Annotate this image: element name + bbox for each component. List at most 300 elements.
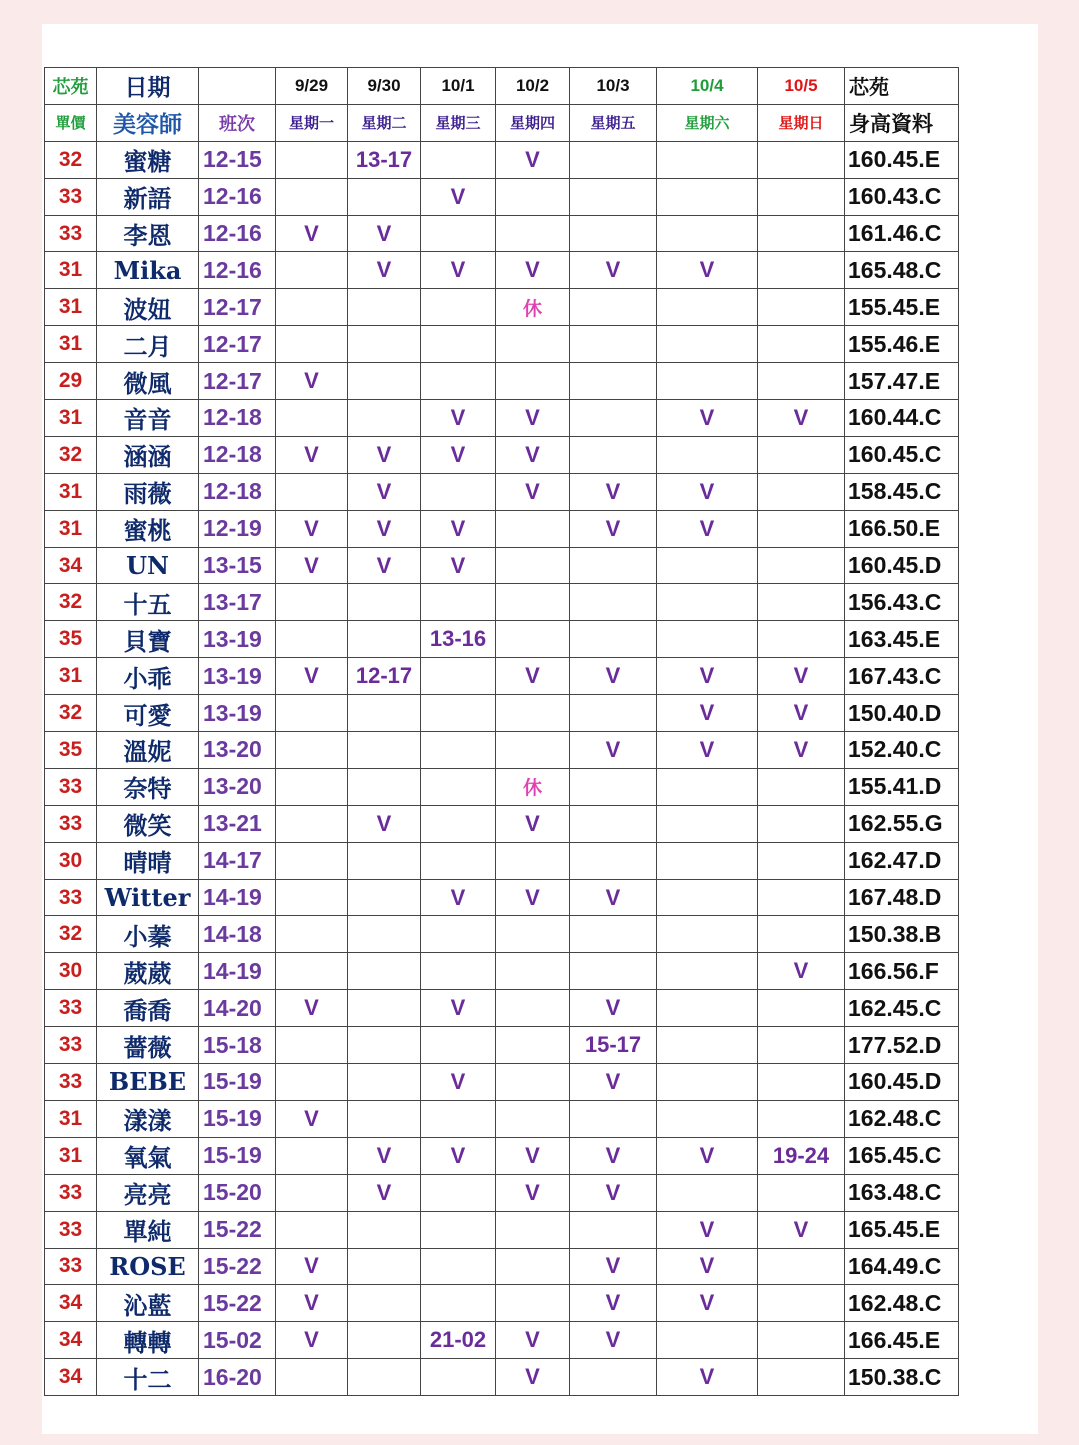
day-cell-5 — [657, 916, 758, 953]
day-cell-1 — [348, 1359, 421, 1396]
day-cell-2: V — [421, 1137, 496, 1174]
day-cell-6 — [758, 436, 845, 473]
unit-price-cell: 31 — [45, 1137, 97, 1174]
day-cell-3: V — [496, 1174, 570, 1211]
day-cell-0 — [276, 400, 348, 437]
day-cell-3: 休 — [496, 768, 570, 805]
day-cell-1 — [348, 400, 421, 437]
day-cell-5: V — [657, 1285, 758, 1322]
day-cell-3: V — [496, 805, 570, 842]
unit-price-cell: 32 — [45, 584, 97, 621]
day-cell-2 — [421, 916, 496, 953]
day-cell-5 — [657, 436, 758, 473]
day-cell-5: V — [657, 252, 758, 289]
day-cell-5: V — [657, 400, 758, 437]
beautician-name-cell: 蜜桃 — [97, 510, 199, 547]
day-cell-3 — [496, 1064, 570, 1101]
unit-price-cell: 31 — [45, 289, 97, 326]
day-cell-3 — [496, 695, 570, 732]
unit-price-cell: 33 — [45, 1211, 97, 1248]
height-cell: 156.43.C — [845, 584, 959, 621]
shift-cell: 15-19 — [199, 1137, 276, 1174]
day-cell-0 — [276, 584, 348, 621]
day-cell-0 — [276, 953, 348, 990]
height-cell: 152.40.C — [845, 732, 959, 769]
unit-price-cell: 31 — [45, 326, 97, 363]
table-row — [45, 363, 959, 400]
day-cell-4 — [570, 695, 657, 732]
day-cell-6 — [758, 1359, 845, 1396]
table-row — [45, 842, 959, 879]
day-cell-4 — [570, 916, 657, 953]
day-cell-0 — [276, 326, 348, 363]
day-cell-5 — [657, 141, 758, 178]
day-cell-1 — [348, 326, 421, 363]
day-cell-0: V — [276, 1248, 348, 1285]
weekday-4: 星期五 — [570, 104, 657, 141]
day-cell-6 — [758, 289, 845, 326]
shift-cell: 14-17 — [199, 842, 276, 879]
day-cell-2: V — [421, 1064, 496, 1101]
day-cell-4 — [570, 363, 657, 400]
day-cell-3 — [496, 363, 570, 400]
day-cell-0: V — [276, 658, 348, 695]
unit-price-cell: 33 — [45, 1027, 97, 1064]
day-cell-6 — [758, 363, 845, 400]
day-cell-1: V — [348, 436, 421, 473]
day-cell-2 — [421, 953, 496, 990]
beautician-name-cell: 葳葳 — [97, 953, 199, 990]
day-cell-3: V — [496, 400, 570, 437]
beautician-name-cell: 涵涵 — [97, 436, 199, 473]
day-cell-1: 13-17 — [348, 141, 421, 178]
shift-cell: 15-22 — [199, 1248, 276, 1285]
day-cell-0: V — [276, 510, 348, 547]
unit-price-cell: 31 — [45, 658, 97, 695]
day-cell-0 — [276, 252, 348, 289]
day-cell-3: V — [496, 252, 570, 289]
date-0: 9/29 — [276, 68, 348, 105]
table-row — [45, 1100, 959, 1137]
shift-cell: 12-17 — [199, 326, 276, 363]
table-row — [45, 879, 959, 916]
day-cell-5: V — [657, 1359, 758, 1396]
weekday-5: 星期六 — [657, 104, 758, 141]
day-cell-0 — [276, 473, 348, 510]
day-cell-6 — [758, 547, 845, 584]
day-cell-1 — [348, 732, 421, 769]
shift-cell: 13-15 — [199, 547, 276, 584]
table-row — [45, 1064, 959, 1101]
day-cell-3 — [496, 1285, 570, 1322]
date-1: 9/30 — [348, 68, 421, 105]
day-cell-4 — [570, 141, 657, 178]
beautician-name-cell: 二月 — [97, 326, 199, 363]
beautician-name-cell: 溫妮 — [97, 732, 199, 769]
beautician-name-cell: 十五 — [97, 584, 199, 621]
day-cell-2 — [421, 326, 496, 363]
beautician-name-cell: 轉轉 — [97, 1322, 199, 1359]
day-cell-2 — [421, 695, 496, 732]
day-cell-4: V — [570, 1137, 657, 1174]
beautician-name-cell: UN — [97, 547, 199, 584]
day-cell-6 — [758, 252, 845, 289]
day-cell-5: V — [657, 732, 758, 769]
day-cell-2 — [421, 805, 496, 842]
day-cell-0 — [276, 1027, 348, 1064]
day-cell-2: V — [421, 400, 496, 437]
day-cell-0 — [276, 916, 348, 953]
day-cell-6: V — [758, 732, 845, 769]
day-cell-5: V — [657, 1137, 758, 1174]
height-cell: 155.41.D — [845, 768, 959, 805]
unit-price-cell: 34 — [45, 1322, 97, 1359]
beautician-name-cell: 可愛 — [97, 695, 199, 732]
beautician-name-cell: 小蓁 — [97, 916, 199, 953]
unit-price-cell: 33 — [45, 1248, 97, 1285]
day-cell-2: V — [421, 252, 496, 289]
day-cell-4: V — [570, 658, 657, 695]
day-cell-5: V — [657, 1248, 758, 1285]
day-cell-1 — [348, 1322, 421, 1359]
day-cell-5 — [657, 547, 758, 584]
unit-price-cell: 31 — [45, 1100, 97, 1137]
height-cell: 160.45.C — [845, 436, 959, 473]
day-cell-3: V — [496, 658, 570, 695]
day-cell-2: 13-16 — [421, 621, 496, 658]
day-cell-4 — [570, 805, 657, 842]
day-cell-6 — [758, 1100, 845, 1137]
day-cell-1 — [348, 916, 421, 953]
day-cell-6 — [758, 1322, 845, 1359]
day-cell-3: V — [496, 1359, 570, 1396]
date-6: 10/5 — [758, 68, 845, 105]
height-cell: 162.48.C — [845, 1285, 959, 1322]
shift-cell: 12-15 — [199, 141, 276, 178]
beautician-name-cell: 漾漾 — [97, 1100, 199, 1137]
day-cell-3 — [496, 178, 570, 215]
day-cell-3 — [496, 215, 570, 252]
day-cell-2 — [421, 1211, 496, 1248]
day-cell-2 — [421, 1248, 496, 1285]
day-cell-3 — [496, 953, 570, 990]
day-cell-1 — [348, 178, 421, 215]
shift-cell: 12-19 — [199, 510, 276, 547]
table-row — [45, 141, 959, 178]
day-cell-4: V — [570, 510, 657, 547]
shift-cell: 15-19 — [199, 1100, 276, 1137]
day-cell-1: V — [348, 1137, 421, 1174]
day-cell-3 — [496, 621, 570, 658]
height-cell: 163.45.E — [845, 621, 959, 658]
day-cell-0: V — [276, 990, 348, 1027]
table-row — [45, 1322, 959, 1359]
day-cell-2: V — [421, 879, 496, 916]
table-row — [45, 805, 959, 842]
beautician-name-cell: ROSE — [97, 1248, 199, 1285]
day-cell-4: 15-17 — [570, 1027, 657, 1064]
day-cell-6 — [758, 805, 845, 842]
height-cell: 166.50.E — [845, 510, 959, 547]
schedule-table — [44, 67, 959, 1396]
height-cell: 162.45.C — [845, 990, 959, 1027]
day-cell-2 — [421, 1285, 496, 1322]
date-5: 10/4 — [657, 68, 758, 105]
day-cell-5 — [657, 842, 758, 879]
height-cell: 163.48.C — [845, 1174, 959, 1211]
day-cell-6 — [758, 916, 845, 953]
shift-cell: 13-17 — [199, 584, 276, 621]
beautician-header: 美容師 — [97, 104, 199, 141]
day-cell-4: V — [570, 1248, 657, 1285]
day-cell-3 — [496, 732, 570, 769]
day-cell-1: V — [348, 473, 421, 510]
beautician-name-cell: 十二 — [97, 1359, 199, 1396]
height-cell: 160.45.D — [845, 1064, 959, 1101]
beautician-name-cell: 奈特 — [97, 768, 199, 805]
shift-cell: 12-16 — [199, 215, 276, 252]
shift-cell: 15-02 — [199, 1322, 276, 1359]
day-cell-6: 19-24 — [758, 1137, 845, 1174]
day-cell-4 — [570, 400, 657, 437]
day-cell-5: V — [657, 510, 758, 547]
beautician-name-cell: BEBE — [97, 1064, 199, 1101]
day-cell-6 — [758, 473, 845, 510]
shift-cell: 12-18 — [199, 400, 276, 437]
beautician-name-cell: 薔薇 — [97, 1027, 199, 1064]
day-cell-5 — [657, 363, 758, 400]
table-row — [45, 1359, 959, 1396]
unit-price-cell: 31 — [45, 473, 97, 510]
day-cell-4 — [570, 289, 657, 326]
day-cell-0 — [276, 879, 348, 916]
day-cell-0: V — [276, 1100, 348, 1137]
day-cell-5: V — [657, 473, 758, 510]
day-cell-6 — [758, 1174, 845, 1211]
day-cell-6 — [758, 879, 845, 916]
shift-cell: 12-18 — [199, 473, 276, 510]
day-cell-1 — [348, 768, 421, 805]
day-cell-4 — [570, 953, 657, 990]
beautician-name-cell: 新語 — [97, 178, 199, 215]
day-cell-0: V — [276, 1322, 348, 1359]
table-row — [45, 695, 959, 732]
day-cell-1: V — [348, 510, 421, 547]
day-cell-1 — [348, 584, 421, 621]
table-row — [45, 1174, 959, 1211]
day-cell-4 — [570, 178, 657, 215]
unit-price-cell: 33 — [45, 215, 97, 252]
unit-price-cell: 30 — [45, 842, 97, 879]
day-cell-1 — [348, 1100, 421, 1137]
header-row-weekdays — [45, 104, 959, 141]
shift-cell: 12-18 — [199, 436, 276, 473]
height-cell: 158.45.C — [845, 473, 959, 510]
height-cell: 166.56.F — [845, 953, 959, 990]
height-cell: 162.48.C — [845, 1100, 959, 1137]
unit-price-cell: 34 — [45, 1285, 97, 1322]
day-cell-6 — [758, 1064, 845, 1101]
day-cell-6: V — [758, 695, 845, 732]
day-cell-5 — [657, 990, 758, 1027]
day-cell-2: V — [421, 990, 496, 1027]
day-cell-2 — [421, 473, 496, 510]
shift-header: 班次 — [199, 104, 276, 141]
day-cell-2: 21-02 — [421, 1322, 496, 1359]
day-cell-1 — [348, 363, 421, 400]
day-cell-0 — [276, 842, 348, 879]
day-cell-0: V — [276, 547, 348, 584]
day-cell-6: V — [758, 658, 845, 695]
day-cell-0 — [276, 732, 348, 769]
blank-header-cell — [199, 68, 276, 105]
day-cell-6 — [758, 842, 845, 879]
day-cell-0 — [276, 1174, 348, 1211]
day-cell-3 — [496, 916, 570, 953]
shift-cell: 14-20 — [199, 990, 276, 1027]
day-cell-6: V — [758, 400, 845, 437]
height-cell: 177.52.D — [845, 1027, 959, 1064]
unit-price-cell: 35 — [45, 732, 97, 769]
unit-price-cell: 30 — [45, 953, 97, 990]
table-row — [45, 215, 959, 252]
shift-cell: 13-20 — [199, 732, 276, 769]
table-row — [45, 621, 959, 658]
beautician-name-cell: 微風 — [97, 363, 199, 400]
day-cell-1 — [348, 289, 421, 326]
unit-price-cell: 33 — [45, 879, 97, 916]
day-cell-0 — [276, 1137, 348, 1174]
day-cell-3 — [496, 1211, 570, 1248]
shift-cell: 14-19 — [199, 879, 276, 916]
day-cell-3 — [496, 990, 570, 1027]
day-cell-5 — [657, 178, 758, 215]
height-cell: 160.45.D — [845, 547, 959, 584]
day-cell-1: V — [348, 1174, 421, 1211]
weekday-0: 星期一 — [276, 104, 348, 141]
shift-cell: 13-19 — [199, 621, 276, 658]
day-cell-5 — [657, 621, 758, 658]
unit-price-cell: 33 — [45, 1174, 97, 1211]
day-cell-4: V — [570, 1285, 657, 1322]
day-cell-6 — [758, 621, 845, 658]
height-cell: 166.45.E — [845, 1322, 959, 1359]
table-row — [45, 252, 959, 289]
table-row — [45, 326, 959, 363]
brand-label-right: 芯苑 — [845, 68, 959, 105]
unit-price-cell: 33 — [45, 178, 97, 215]
day-cell-1: 12-17 — [348, 658, 421, 695]
weekday-6: 星期日 — [758, 104, 845, 141]
beautician-name-cell: 喬喬 — [97, 990, 199, 1027]
day-cell-3 — [496, 1100, 570, 1137]
day-cell-2 — [421, 215, 496, 252]
day-cell-5 — [657, 805, 758, 842]
weekday-1: 星期二 — [348, 104, 421, 141]
day-cell-0 — [276, 141, 348, 178]
unit-price-cell: 31 — [45, 400, 97, 437]
day-cell-0 — [276, 178, 348, 215]
unit-price-cell: 34 — [45, 1359, 97, 1396]
height-cell: 150.40.D — [845, 695, 959, 732]
day-cell-6 — [758, 178, 845, 215]
shift-cell: 13-19 — [199, 658, 276, 695]
day-cell-4: V — [570, 990, 657, 1027]
day-cell-0 — [276, 621, 348, 658]
day-cell-2 — [421, 1027, 496, 1064]
day-cell-0 — [276, 695, 348, 732]
height-cell: 150.38.B — [845, 916, 959, 953]
table-row — [45, 990, 959, 1027]
day-cell-0: V — [276, 1285, 348, 1322]
unit-price-cell: 32 — [45, 436, 97, 473]
day-cell-4: V — [570, 879, 657, 916]
day-cell-5: V — [657, 658, 758, 695]
day-cell-4 — [570, 768, 657, 805]
day-cell-1 — [348, 990, 421, 1027]
day-cell-2 — [421, 658, 496, 695]
day-cell-3: V — [496, 879, 570, 916]
day-cell-4 — [570, 584, 657, 621]
table-row — [45, 584, 959, 621]
shift-cell: 15-20 — [199, 1174, 276, 1211]
beautician-name-cell: 微笑 — [97, 805, 199, 842]
day-cell-4 — [570, 436, 657, 473]
day-cell-1 — [348, 842, 421, 879]
day-cell-3: V — [496, 473, 570, 510]
table-row — [45, 768, 959, 805]
day-cell-4: V — [570, 732, 657, 769]
beautician-name-cell: 李恩 — [97, 215, 199, 252]
shift-cell: 15-22 — [199, 1211, 276, 1248]
day-cell-3: V — [496, 1322, 570, 1359]
height-cell: 167.43.C — [845, 658, 959, 695]
day-cell-6: V — [758, 953, 845, 990]
day-cell-0 — [276, 768, 348, 805]
day-cell-4: V — [570, 1174, 657, 1211]
day-cell-3 — [496, 842, 570, 879]
day-cell-0 — [276, 805, 348, 842]
beautician-name-cell: 雨薇 — [97, 473, 199, 510]
table-row — [45, 1285, 959, 1322]
day-cell-4 — [570, 326, 657, 363]
unit-price-cell: 31 — [45, 510, 97, 547]
day-cell-4: V — [570, 1322, 657, 1359]
day-cell-3 — [496, 326, 570, 363]
unit-price-cell: 34 — [45, 547, 97, 584]
table-row — [45, 658, 959, 695]
unit-price-cell: 33 — [45, 1064, 97, 1101]
day-cell-1: V — [348, 215, 421, 252]
height-cell: 165.48.C — [845, 252, 959, 289]
table-row — [45, 400, 959, 437]
shift-cell: 12-16 — [199, 178, 276, 215]
day-cell-5 — [657, 1322, 758, 1359]
date-4: 10/3 — [570, 68, 657, 105]
day-cell-2 — [421, 1100, 496, 1137]
date-header: 日期 — [97, 68, 199, 105]
day-cell-2: V — [421, 178, 496, 215]
date-3: 10/2 — [496, 68, 570, 105]
day-cell-1 — [348, 621, 421, 658]
height-cell: 155.45.E — [845, 289, 959, 326]
height-cell: 162.47.D — [845, 842, 959, 879]
unit-price-cell: 32 — [45, 916, 97, 953]
day-cell-0 — [276, 1211, 348, 1248]
height-cell: 160.44.C — [845, 400, 959, 437]
height-cell: 160.45.E — [845, 141, 959, 178]
shift-cell: 15-22 — [199, 1285, 276, 1322]
